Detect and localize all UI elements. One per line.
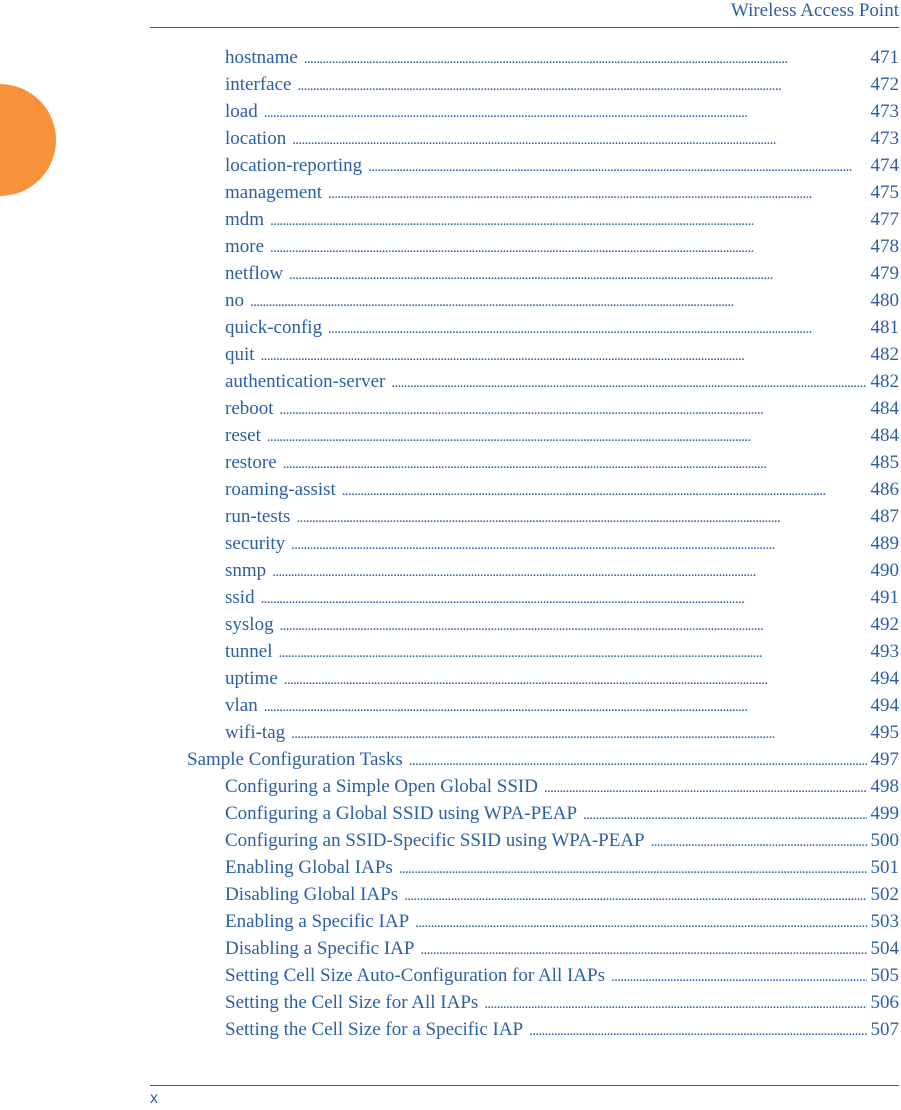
toc-entry[interactable]: [225, 1016, 899, 1043]
toc-entry-title: tunnel: [225, 641, 273, 662]
toc-entry[interactable]: [225, 800, 899, 827]
toc-entry-page-number: 473: [870, 128, 899, 149]
toc-entry-title: syslog: [225, 614, 274, 635]
toc-entry-title: reboot: [225, 398, 274, 419]
toc-entry[interactable]: [225, 989, 899, 1016]
toc-entry-page-number: 489: [870, 533, 899, 554]
dot-leader: [404, 881, 866, 910]
toc-entry[interactable]: [225, 935, 899, 962]
dot-leader: [484, 989, 866, 1018]
toc-entry[interactable]: [225, 179, 899, 206]
dot-leader: [261, 341, 867, 370]
toc-entry[interactable]: [225, 584, 899, 611]
toc-entry-page-number: 497: [870, 749, 899, 770]
dot-leader: [289, 260, 866, 289]
toc-entry[interactable]: [225, 476, 899, 503]
toc-entry[interactable]: [225, 503, 899, 530]
toc-entry[interactable]: [225, 611, 899, 638]
toc-entry[interactable]: [225, 341, 899, 368]
toc-entry-page-number: 493: [870, 641, 899, 662]
toc-entry-title: location: [225, 128, 287, 149]
toc-entry-page-number: 485: [870, 452, 899, 473]
toc-entry-page-number: 482: [870, 344, 899, 365]
toc-entry-title: management: [225, 182, 323, 203]
footer-divider: [150, 1085, 899, 1086]
toc-entry[interactable]: [225, 773, 899, 800]
toc-entry-page-number: 473: [870, 101, 899, 122]
dot-leader: [261, 584, 867, 613]
toc-entry[interactable]: [225, 260, 899, 287]
toc-entry-page-number: 472: [870, 74, 899, 95]
toc-entry-page-number: 477: [870, 209, 899, 230]
toc-entry-title: Setting Cell Size Auto-Configuration for All IAPs: [225, 965, 605, 986]
toc-entry[interactable]: [187, 746, 899, 773]
toc-entry[interactable]: [225, 638, 899, 665]
toc-entry-page-number: 499: [870, 803, 899, 824]
toc-entry-page-number: 471: [870, 47, 899, 68]
dot-leader: [328, 179, 866, 208]
toc-entry-title: mdm: [225, 209, 265, 230]
dot-leader: [284, 665, 867, 694]
dot-leader: [399, 854, 867, 883]
dot-leader: [296, 503, 866, 532]
toc-entry-title: security: [225, 533, 286, 554]
toc-entry[interactable]: [225, 287, 899, 314]
dot-leader: [291, 530, 866, 559]
toc-entry-page-number: 480: [870, 290, 899, 311]
toc-entry-title: uptime: [225, 668, 278, 689]
toc-entry-title: location-reporting: [225, 155, 363, 176]
page-number: x: [150, 1090, 158, 1107]
toc-entry-page-number: 492: [870, 614, 899, 635]
toc-entry-title: ssid: [225, 587, 255, 608]
toc-entry[interactable]: [225, 314, 899, 341]
toc-entry-title: Disabling a Specific IAP: [225, 938, 415, 959]
toc-entry[interactable]: [225, 557, 899, 584]
toc-entry-page-number: 475: [870, 182, 899, 203]
toc-entry-page-number: 479: [870, 263, 899, 284]
toc-entry-page-number: 490: [870, 560, 899, 581]
toc-entry-title: Configuring an SSID-Specific SSID using WPA-PEAP: [225, 830, 645, 851]
toc-entry-title: interface: [225, 74, 292, 95]
dot-leader: [611, 962, 867, 991]
toc-entry-page-number: 487: [870, 506, 899, 527]
toc-entry[interactable]: [225, 962, 899, 989]
toc-entry[interactable]: [225, 530, 899, 557]
toc-entry[interactable]: [225, 854, 899, 881]
toc-entry[interactable]: [225, 719, 899, 746]
toc-entry-page-number: 494: [870, 695, 899, 716]
dot-leader: [297, 71, 866, 100]
toc-entry[interactable]: [225, 152, 899, 179]
toc-entry-title: no: [225, 290, 244, 311]
dot-leader: [272, 557, 866, 586]
dot-leader: [292, 125, 866, 154]
toc-entry[interactable]: [225, 98, 899, 125]
toc-entry-page-number: 506: [870, 992, 899, 1013]
dot-leader: [267, 422, 867, 451]
toc-entry[interactable]: [225, 206, 899, 233]
toc-entry-title: quick-config: [225, 317, 323, 338]
toc-entry-title: authentication-server: [225, 371, 386, 392]
dot-leader: [420, 935, 866, 964]
toc-entry-page-number: 502: [870, 884, 899, 905]
dot-leader: [328, 314, 866, 343]
toc-entry-title: Sample Configuration Tasks: [187, 749, 403, 770]
toc-entry-page-number: 505: [870, 965, 899, 986]
dot-leader: [264, 98, 867, 127]
toc-entry-title: vlan: [225, 695, 258, 716]
dot-leader: [270, 233, 866, 262]
chapter-tab-marker: [0, 84, 56, 196]
toc-entry-title: Configuring a Simple Open Global SSID: [225, 776, 538, 797]
toc-entry[interactable]: [225, 827, 899, 854]
toc-entry-page-number: 481: [870, 317, 899, 338]
dot-leader: [304, 44, 867, 73]
toc-entry-page-number: 500: [870, 830, 899, 851]
toc-entry[interactable]: [225, 71, 899, 98]
toc-entry-title: hostname: [225, 47, 298, 68]
toc-entry-page-number: 474: [870, 155, 899, 176]
toc-entry-title: Setting the Cell Size for All IAPs: [225, 992, 479, 1013]
toc-entry-title: Configuring a Global SSID using WPA-PEAP: [225, 803, 578, 824]
toc-entry-title: roaming-assist: [225, 479, 336, 500]
toc-entry[interactable]: [225, 908, 899, 935]
toc-entry-title: netflow: [225, 263, 284, 284]
toc-entry-title: Enabling Global IAPs: [225, 857, 393, 878]
dot-leader: [651, 827, 867, 856]
toc-entry-title: run-tests: [225, 506, 291, 527]
toc-entry[interactable]: [225, 422, 899, 449]
toc-entry[interactable]: [225, 665, 899, 692]
toc-entry-title: Enabling a Specific IAP: [225, 911, 410, 932]
toc-entry-page-number: 491: [870, 587, 899, 608]
dot-leader: [529, 1016, 866, 1045]
dot-leader: [583, 800, 866, 829]
toc-entry-title: more: [225, 236, 265, 257]
toc-entry-page-number: 504: [870, 938, 899, 959]
toc-entry[interactable]: [225, 233, 899, 260]
toc-entry-title: load: [225, 101, 258, 122]
toc-entry-page-number: 503: [870, 911, 899, 932]
dot-leader: [283, 449, 867, 478]
toc-entry-page-number: 495: [870, 722, 899, 743]
dot-leader: [415, 908, 866, 937]
toc-entry[interactable]: [225, 449, 899, 476]
toc-entry-page-number: 478: [870, 236, 899, 257]
toc-entry[interactable]: [225, 881, 899, 908]
toc-entry-title: snmp: [225, 560, 267, 581]
toc-entry-title: wifi-tag: [225, 722, 286, 743]
toc-entry-page-number: 482: [870, 371, 899, 392]
dot-leader: [342, 476, 867, 505]
dot-leader: [264, 692, 867, 721]
toc-entry-page-number: 486: [870, 479, 899, 500]
toc-entry-title: quit: [225, 344, 255, 365]
toc-entry-title: reset: [225, 425, 261, 446]
toc-entry-title: restore: [225, 452, 277, 473]
toc-entry[interactable]: [225, 368, 899, 395]
dot-leader: [409, 746, 867, 775]
dot-leader: [544, 773, 867, 802]
toc-entry-page-number: 484: [870, 398, 899, 419]
dot-leader: [279, 638, 867, 667]
toc-entry-page-number: 498: [870, 776, 899, 797]
toc-entry-title: Setting the Cell Size for a Specific IAP: [225, 1019, 524, 1040]
running-header-title: Wireless Access Point: [730, 0, 899, 21]
toc-entry-page-number: 507: [870, 1019, 899, 1040]
dot-leader: [280, 611, 867, 640]
dot-leader: [280, 395, 867, 424]
toc-entry[interactable]: [225, 692, 899, 719]
toc-entry[interactable]: [225, 44, 899, 71]
toc-entry-page-number: 484: [870, 425, 899, 446]
dot-leader: [250, 287, 867, 316]
toc-entry-page-number: 501: [870, 857, 899, 878]
dot-leader: [291, 719, 866, 748]
toc-entry[interactable]: [225, 395, 899, 422]
dot-leader: [368, 152, 866, 181]
dot-leader: [391, 368, 866, 397]
toc-entry-title: Disabling Global IAPs: [225, 884, 399, 905]
toc-entry[interactable]: [225, 125, 899, 152]
dot-leader: [270, 206, 866, 235]
header-divider: [150, 27, 899, 28]
toc-entry-page-number: 494: [870, 668, 899, 689]
